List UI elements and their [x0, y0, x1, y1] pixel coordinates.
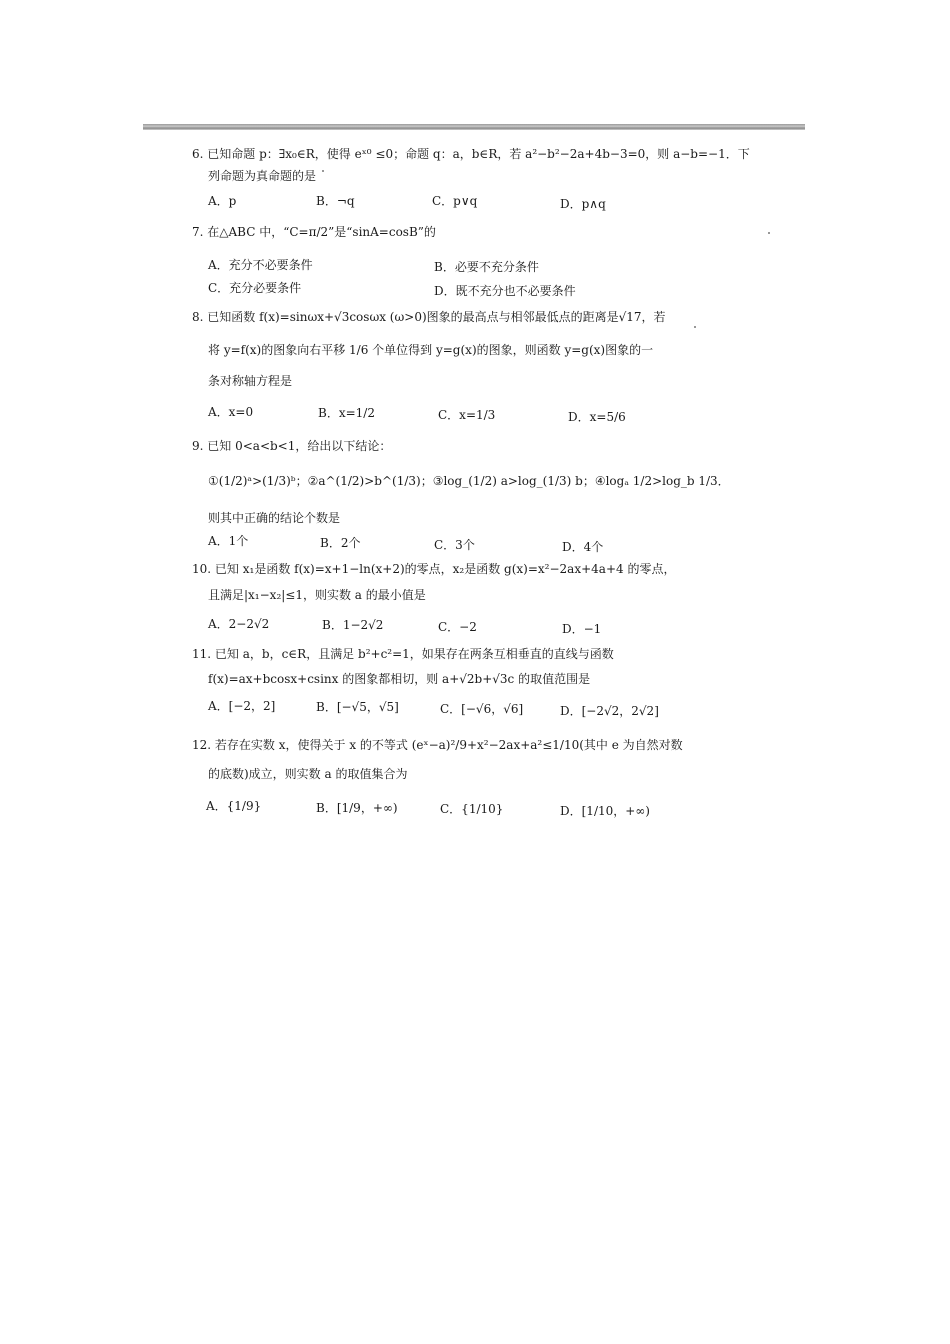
question-9-line-2: ①(1/2)ᵃ>(1/3)ᵇ；②a^(1/2)>b^(1/3)；③log_(1/2) a>log_(1/3) b；④logₐ 1/2>log_b 1/3． — [208, 474, 730, 488]
question-9-line-1: 9. 已知 0<a<b<1，给出以下结论： — [192, 439, 392, 453]
question-12-line-1: 12. 若存在实数 x，使得关于 x 的不等式 (eˣ−a)²/9+x²−2ax+a²≤1/10(其中 e 为自然对数 — [192, 738, 683, 752]
question-12-option-d: D．[1/10，+∞) — [560, 804, 650, 818]
question-7-option-c: C．充分必要条件 — [208, 281, 302, 295]
question-9-line-3: 则其中正确的结论个数是 — [208, 511, 341, 525]
question-10-option-c: C．−2 — [438, 620, 477, 634]
scan-speck — [694, 326, 696, 328]
question-8-line-3: 条对称轴方程是 — [208, 374, 293, 388]
question-10-option-a: A．2−2√2 — [208, 617, 270, 631]
question-8-option-b: B．x=1/2 — [318, 406, 375, 420]
question-8-option-d: D．x=5/6 — [568, 410, 626, 424]
question-7-option-a: A．充分不必要条件 — [208, 258, 313, 272]
question-11-option-b: B．[−√5，√5] — [316, 700, 399, 714]
question-7-option-d: D．既不充分也不必要条件 — [434, 284, 576, 298]
question-11-option-a: A．[−2，2] — [208, 699, 276, 713]
question-10-line-2: 且满足|x₁−x₂|≤1，则实数 a 的最小值是 — [208, 588, 426, 602]
question-7-line-1: 7. 在△ABC 中，“C=π/2”是“sinA=cosB”的 — [192, 225, 436, 239]
question-6-option-b: B．¬q — [316, 194, 355, 208]
question-12-option-c: C．{1/10} — [440, 802, 504, 816]
question-10-option-d: D．−1 — [562, 622, 602, 636]
question-11-option-d: D．[−2√2，2√2] — [560, 704, 659, 718]
question-8-line-1: 8. 已知函数 f(x)=sinωx+√3cosωx (ω>0)图象的最高点与相邻最低点的距离是√17，若 — [192, 310, 666, 324]
question-12-line-2: 的底数)成立，则实数 a 的取值集合为 — [208, 767, 408, 781]
question-10-option-b: B．1−2√2 — [322, 618, 384, 632]
question-8-line-2: 将 y=f(x)的图象向右平移 1/6 个单位得到 y=g(x)的图象，则函数 y=g(x)图象的一 — [208, 343, 654, 357]
question-6-line-2: 列命题为真命题的是 — [208, 169, 317, 183]
question-6-option-d: D．p∧q — [560, 197, 606, 211]
question-9-option-b: B．2个 — [320, 536, 361, 550]
question-12-option-b: B．[1/9，+∞) — [316, 801, 398, 815]
question-7-option-b: B．必要不充分条件 — [434, 260, 539, 274]
question-8-option-c: C．x=1/3 — [438, 408, 496, 422]
question-11-line-1: 11. 已知 a，b，c∈R，且满足 b²+c²=1，如果存在两条互相垂直的直线与函数 — [192, 647, 614, 661]
question-8-option-a: A．x=0 — [208, 405, 254, 419]
scan-speck — [768, 232, 770, 234]
question-9-option-c: C．3个 — [434, 538, 475, 552]
question-9-option-d: D．4个 — [562, 540, 604, 554]
question-10-line-1: 10. 已知 x₁是函数 f(x)=x+1−ln(x+2)的零点，x₂是函数 g(x)=x²−2ax+4a+4 的零点， — [192, 562, 676, 576]
question-11-option-c: C．[−√6，√6] — [440, 702, 524, 716]
question-12-option-a: A．{1/9} — [206, 799, 262, 813]
question-6-option-c: C．p∨q — [432, 194, 478, 208]
question-11-line-2: f(x)=ax+bcosx+csinx 的图象都相切，则 a+√2b+√3c 的取值范围是 — [208, 672, 591, 686]
scan-speck — [322, 170, 324, 172]
question-9-option-a: A．1个 — [208, 534, 249, 548]
question-6-line-1: 6. 已知命题 p：∃x₀∈R，使得 eˣ⁰ ≤0；命题 q：a，b∈R，若 a²−b²−2a+4b−3=0，则 a−b=−1．下 — [192, 147, 750, 161]
question-6-option-a: A．p — [208, 194, 237, 208]
